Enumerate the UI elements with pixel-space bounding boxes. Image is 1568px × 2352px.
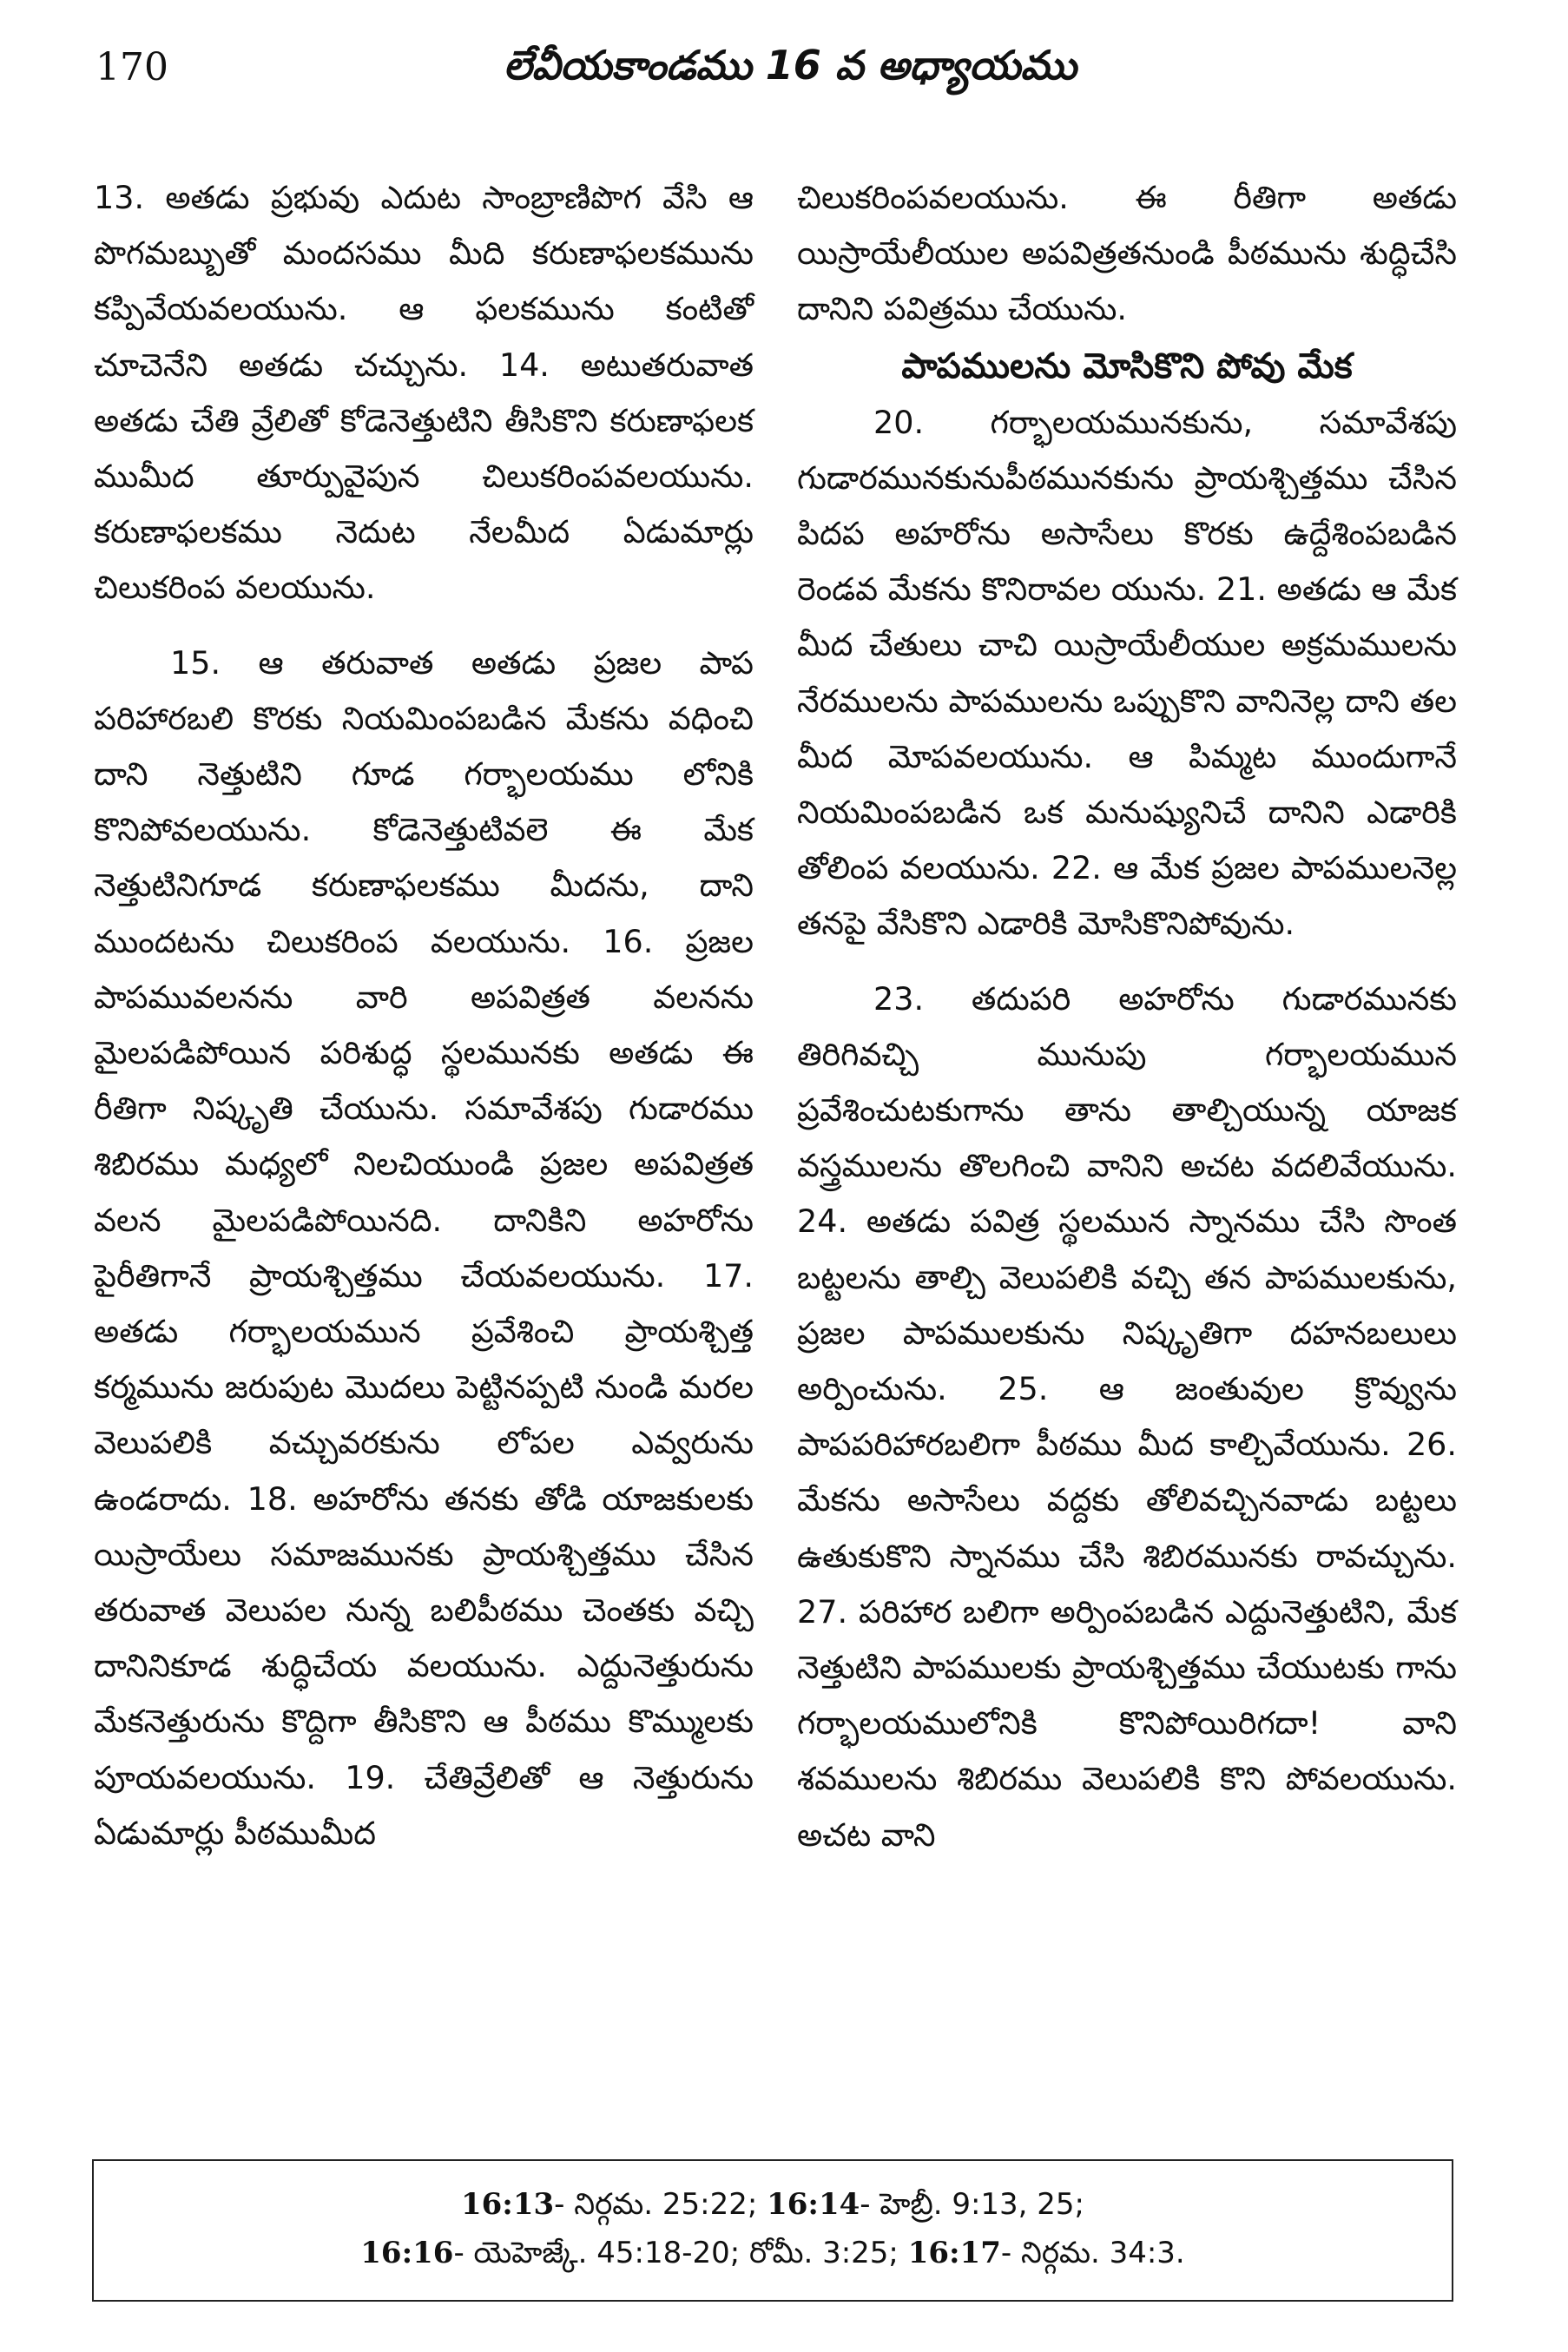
reference-text: - హెబ్రీ. 9:13, 25; xyxy=(860,2187,1085,2222)
cross-reference-box xyxy=(92,2159,1453,2302)
verse-paragraph-20-22: 20. గర్భాలయమునకును, సమావేశపు గుడారమునకునుపీఠమునకును ప్రాయశ్చిత్తము చేసిన పిదప అహరోను అసాసేలు కొరకు ఉద్దేశింపబడిన రెండవ మేకను కొనిరావల యును. 21. అతడు ఆ మేక మీద చేతులు చాచి యిస్రాయేలీయుల అక్రమములను నేరములను పాపములను ఒప్పుకొని వానినెల్ల దాని తల మీద మోపవలయును. ఆ పిమ్మట ముందుగానే నియమింపబడిన ఒక మనుష్యునిచే దానిని ఎడారికి తోలింప వలయును. 22. ఆ మేక ప్రజల పాపములనెల్ల తనపై వేసికొని ఎడారికి మోసికొనిపోవును. xyxy=(797,403,1457,943)
verse-paragraph-15-19: 15. ఆ తరువాత అతడు ప్రజల పాప పరిహారబలి కొరకు నియమింపబడిన మేకను వధించి దాని నెత్తుటిని గూడ గర్భాలయము లోనికి కొనిపోవలయును. కోడెనెత్తుటివలె ఈ మేక నెత్తుటినిగూడ కరుణాఫలకము మీదను, దాని ముందటను చిలుకరింప వలయును. 16. ప్రజల పాపమువలనను వారి అపవిత్రత వలనను మైలపడిపోయిన పరిశుద్ధ స్థలమునకు అతడు ఈ రీతిగా నిష్కృతి చేయును. సమావేశపు గుడారము శిబిరము మధ్యలో నిలచియుండి ప్రజల అపవిత్రత వలన మైలపడిపోయినది. దానికిని అహరోను పైరీతిగానే ప్రాయశ్చిత్తము చేయవలయును. 17. అతడు గర్భాలయమున ప్రవేశించి ప్రాయశ్చిత్త కర్మమును జరుపుట మొదలు పెట్టినప్పటి నుండి మరల వెలుపలికి వచ్చువరకును లోపల ఎవ్వరును ఉండరాదు. 18. అహరోను తనకు తోడి యాజకులకు యిస్రాయేలు సమాజమునకు ప్రాయశ్చిత్తము చేసిన తరువాత వెలుపల నున్న బలిపీఠము చెంతకు వచ్చి దానినికూడ శుద్ధిచేయ వలయును. ఎద్దునెత్తురును మేకనెత్తురును కొద్దిగా తీసికొని ఆ పీఠము కొమ్ములకు పూయవలయును. 19. చేతివ్రేలితో ఆ నెత్తురును ఏడుమార్లు పీఠముమీద xyxy=(94,643,754,1852)
verse-continuation: చిలుకరింపవలయును. ఈ రీతిగా అతడు యిస్రాయేలీయుల అపవిత్రతనుండి పీఠమును శుద్ధిచేసి దానిని పవిత్రము చేయును. xyxy=(797,179,1457,328)
section-heading: పాపములను మోసికొని పోవు మేక xyxy=(901,346,1353,386)
reference-text: - యెహెజ్కే. 45:18-20; రోమీ. 3:25; xyxy=(453,2236,908,2270)
left-column xyxy=(94,170,754,1861)
reference-text: - నిర్గమ. 34:3. xyxy=(1000,2236,1185,2270)
reference-text: - నిర్గమ. 25:22; xyxy=(554,2187,768,2222)
cross-reference-line xyxy=(94,2229,1452,2277)
reference-label: 16:14 xyxy=(767,2187,860,2222)
reference-label: 16:16 xyxy=(360,2236,454,2270)
right-column xyxy=(797,170,1457,1863)
verse-paragraph-23-27: 23. తదుపరి అహరోను గుడారమునకు తిరిగివచ్చి మునుపు గర్భాలయమున ప్రవేశించుటకుగాను తాను తాల్చియున్న యాజక వస్త్రములను తొలగించి వానిని అచట వదలివేయును. 24. అతడు పవిత్ర స్థలమున స్నానము చేసి సొంత బట్టలను తాల్చి వెలుపలికి వచ్చి తన పాపములకును, ప్రజల పాపములకును నిష్కృతిగా దహనబలులు అర్పించును. 25. ఆ జంతువుల క్రొవ్వును పాపపరిహారబలిగా పీఠము మీద కాల్చివేయును. 26. మేకను అసాసేలు వద్దకు తోలివచ్చినవాడు బట్టలు ఉతుకుకొని స్నానము చేసి శిబిరమునకు రావచ్చును. 27. పరిహార బలిగా అర్పింపబడిన ఎద్దునెత్తుటిని, మేక నెత్తుటిని పాపములకు ప్రాయశ్చిత్తము చేయుటకు గాను గర్భాలయములోనికి కొనిపోయిరిగదా! వాని శవములను శిబిరము వెలుపలికి కొని పోవలయును. అచట వాని xyxy=(797,979,1457,1854)
verse-paragraph-13-14: 13. అతడు ప్రభువు ఎదుట సాంబ్రాణిపొగ వేసి ఆ పొగమబ్బుతో మందసము మీది కరుణాఫలకమును కప్పివేయవలయును. ఆ ఫలకమును కంటితో చూచెనేని అతడు చచ్చును. 14. అటుతరువాత అతడు చేతి వ్రేలితో కోడెనెత్తుటిని తీసికొని కరుణాఫలక ముమీద తూర్పువైపున చిలుకరింపవలయును. కరుణాఫలకము నెదుట నేలమీద ఏడుమార్లు చిలుకరింప వలయును. xyxy=(94,179,754,607)
reference-label: 16:13 xyxy=(460,2187,555,2222)
page-number: 170 xyxy=(96,45,168,89)
reference-label: 16:17 xyxy=(907,2236,1001,2270)
cross-reference-line xyxy=(94,2180,1452,2229)
running-title: లేవీయకాండము 16 వ అధ్యాయము xyxy=(503,42,1077,89)
